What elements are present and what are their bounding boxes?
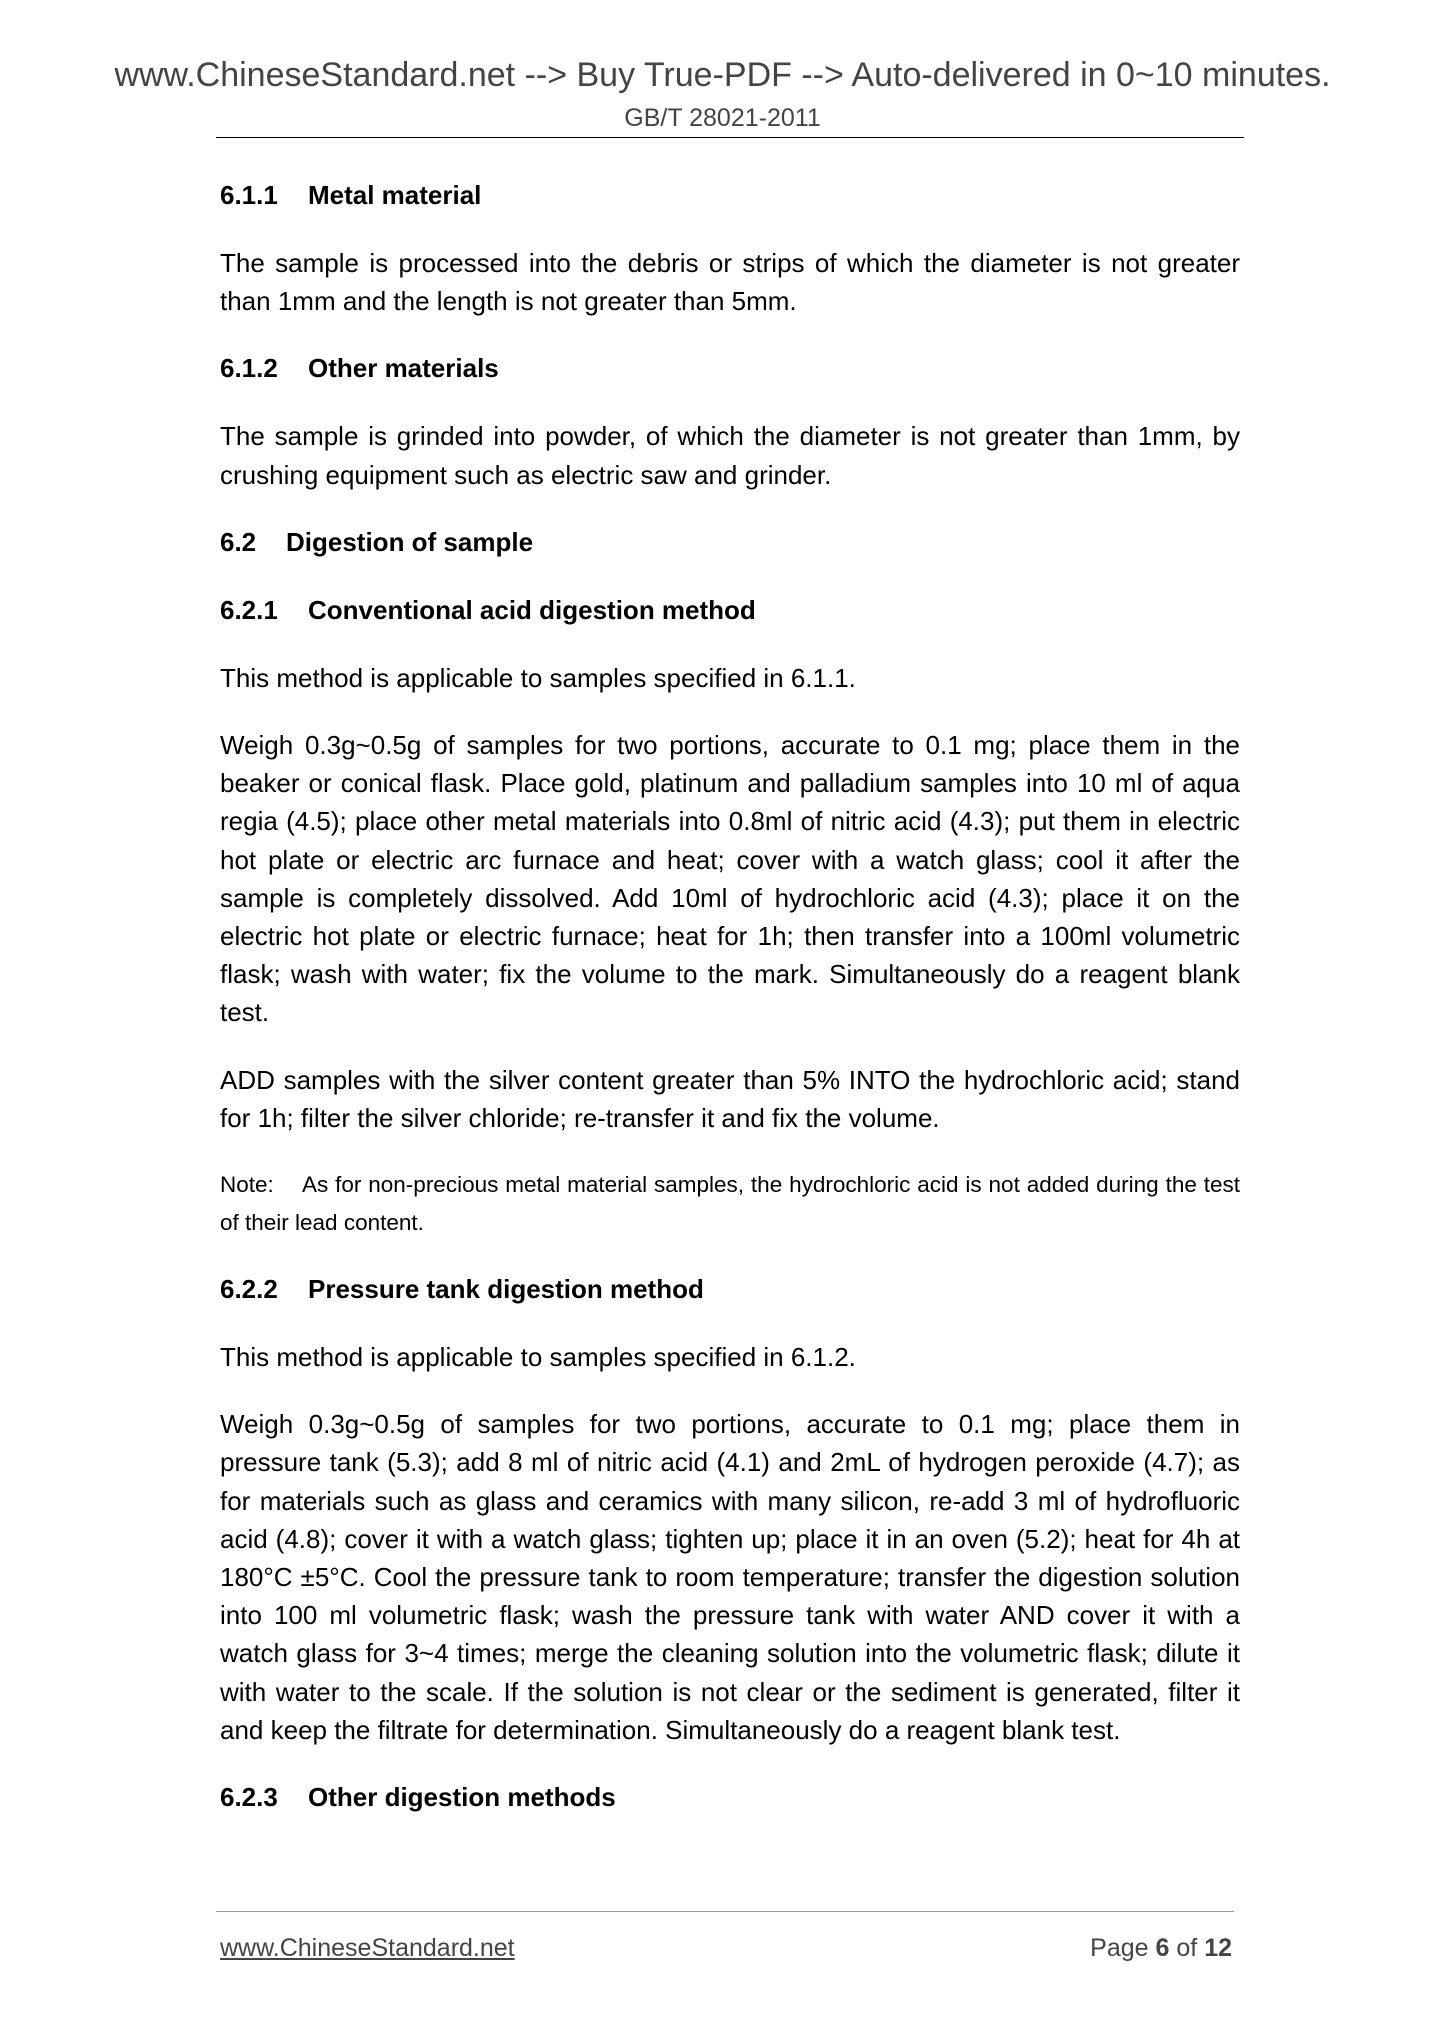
- paragraph: Weigh 0.3g~0.5g of samples for two portions, accurate to 0.1 mg; place them in the beaker or conical flask. Place gold, platinum and palladium samples into 10 ml of aqua regia (4.5); place other metal materials into 0.8ml of nitric acid (4.3); put them in electric hot plate or electric arc furnace and heat; cover with a watch glass; cool it after the sample is completely dissolved. Add 10ml of hydrochloric acid (4.3); place it on the electric hot plate or electric furnace; heat for 1h; then transfer into a 100ml volumetric flask; wash with water; fix the volume to the mark. Simultaneously do a reagent blank test.: [220, 730, 1240, 1028]
- section-heading-6-2-3: [220, 1778, 1240, 1816]
- section-heading-6-1-1: [220, 176, 1240, 214]
- purchase-banner: www.ChineseStandard.net --> Buy True-PDF --> Auto-delivered in 0~10 minutes.: [114, 56, 1331, 94]
- section-title: Digestion of sample: [286, 526, 534, 557]
- page-current: 6: [1155, 1934, 1170, 1962]
- section-title: Other materials: [308, 353, 499, 384]
- paragraph: This method is applicable to samples specified in 6.1.1.: [220, 662, 856, 693]
- website-link[interactable]: www.ChineseStandard.net: [220, 1934, 515, 1962]
- section-heading-6-1-2: [220, 349, 1240, 387]
- paragraph: Weigh 0.3g~0.5g of samples for two portions, accurate to 0.1 mg; place them in pressure tank (5.3); add 8 ml of nitric acid (4.1) and 2mL of hydrogen peroxide (4.7); as for materials such as glass and ceramics with many silicon, re-add 3 ml of hydrofluoric acid (4.8); cover it with a watch glass; tighten up; place it in an oven (5.2); heat for 4h at 180°C ±5°C. Cool the pressure tank to room temperature; transfer the digestion solution into 100 ml volumetric flask; wash the pressure tank with water AND cover it with a watch glass for 3~4 times; merge the cleaning solution into the volumetric flask; dilute it with water to the scale. If the solution is not clear or the sediment is generated, filter it and keep the filtrate for determination. Simultaneously do a reagent blank test.: [220, 1409, 1240, 1745]
- section-number: 6.2.2: [220, 1274, 278, 1305]
- section-number: 6.2: [220, 526, 257, 557]
- section-number: 6.2.1: [220, 594, 278, 625]
- section-number: 6.1.2: [220, 353, 278, 384]
- standard-code: GB/T 28021-2011: [624, 104, 821, 132]
- section-heading-6-2: [220, 523, 1240, 561]
- note-text: As for non-precious metal material samples, the hydrochloric acid is not added during the test of their lead content.: [220, 1172, 1240, 1236]
- section-heading-6-2-1: [220, 591, 1240, 629]
- section-heading-6-2-2: [220, 1270, 1240, 1308]
- paragraph: This method is applicable to samples specified in 6.1.2.: [220, 1342, 856, 1373]
- section-title: Metal material: [308, 180, 482, 210]
- page-of: of: [1176, 1934, 1198, 1962]
- note-label: Note:: [220, 1172, 274, 1198]
- document-body: [220, 176, 1240, 1846]
- section-title: Other digestion methods: [308, 1782, 616, 1813]
- page-total: 12: [1204, 1934, 1232, 1962]
- page-indicator: [1090, 1934, 1232, 1963]
- paragraph: The sample is grinded into powder, of which the diameter is not greater than 1mm, by crushing equipment such as electric saw and grinder.: [220, 421, 1240, 490]
- section-number: 6.1.1: [220, 180, 278, 210]
- paragraph: ADD samples with the silver content greater than 5% INTO the hydrochloric acid; stand for 1h; filter the silver chloride; re-transfer it and fix the volume.: [220, 1064, 1240, 1133]
- header-divider: [216, 137, 1244, 138]
- page-label: Page: [1090, 1934, 1149, 1962]
- section-number: 6.2.3: [220, 1782, 278, 1813]
- note: [220, 1166, 1240, 1242]
- footer-divider: [216, 1911, 1234, 1912]
- section-title: Pressure tank digestion method: [308, 1274, 704, 1305]
- section-title: Conventional acid digestion method: [308, 594, 756, 625]
- paragraph: The sample is processed into the debris or strips of which the diameter is not greater than 1mm and the length is not greater than 5mm.: [220, 248, 1240, 317]
